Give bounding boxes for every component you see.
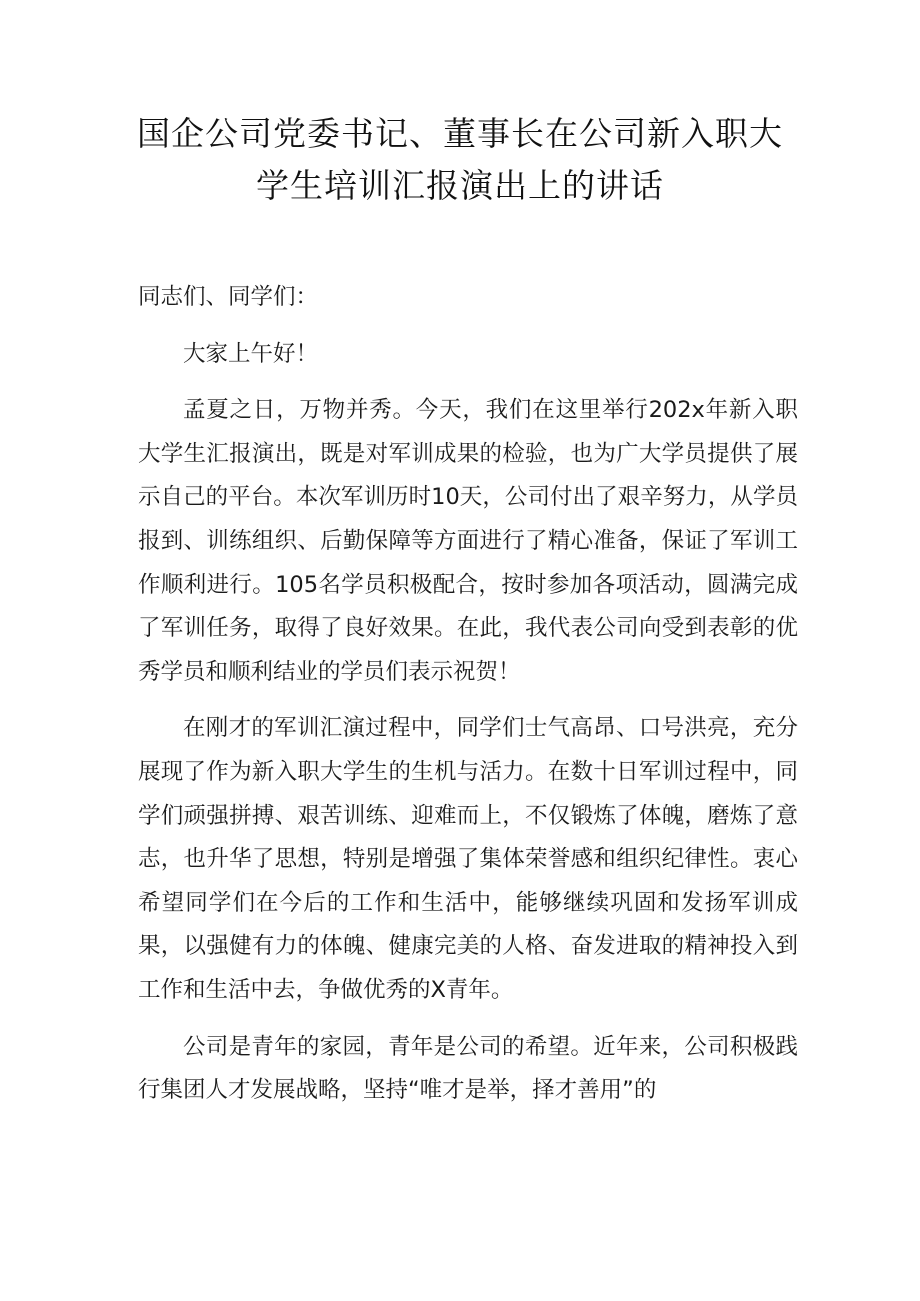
salutation: 同志们、同学们： <box>138 284 319 310</box>
title-line-2: 学生培训汇报演出上的讲话 <box>256 166 664 205</box>
paragraph-2: 在刚才的军训汇演过程中，同学们士气高昂、口号洪亮，充分展现了作为新入职大学生的生机与活力。在数十日军训过程中，同学们顽强拼搏、艰苦训练、迎难而上，不仅锻炼了体魄，磨炼了意志，也升华了思想，特别是增强了集体荣誉感和组织纪律性。衷心希望同学们在今后的工作和生活中，能够继续巩固和发扬军训成果，以强健有力的体魄、健康完美的人格、奋发进取的精神投入到工作和生活中去，争做优秀的X青年。 <box>138 715 798 1003</box>
paragraph-3: 公司是青年的家园，青年是公司的希望。近年来，公司积极践行集团人才发展战略，坚持“唯才是举，择才善用”的 <box>138 1033 798 1104</box>
document-title <box>120 108 800 212</box>
title-line-1: 国企公司党委书记、董事长在公司新入职大 <box>137 114 783 153</box>
paragraph-1: 孟夏之日，万物并秀。今天，我们在这里举行202x年新入职大学生汇报演出，既是对军训成果的检验，也为广大学员提供了展示自己的平台。本次军训历时10天，公司付出了艰辛努力，从学员报到、训练组织、后勤保障等方面进行了精心准备，保证了军训工作顺利进行。105名学员积极配合，按时参加各项活动，圆满完成了军训任务，取得了良好效果。在此，我代表公司向受到表彰的优秀学员和顺利结业的学员们表示祝贺！ <box>138 397 798 685</box>
document-body <box>138 276 798 1126</box>
paragraph-greeting: 大家上午好！ <box>183 340 319 367</box>
